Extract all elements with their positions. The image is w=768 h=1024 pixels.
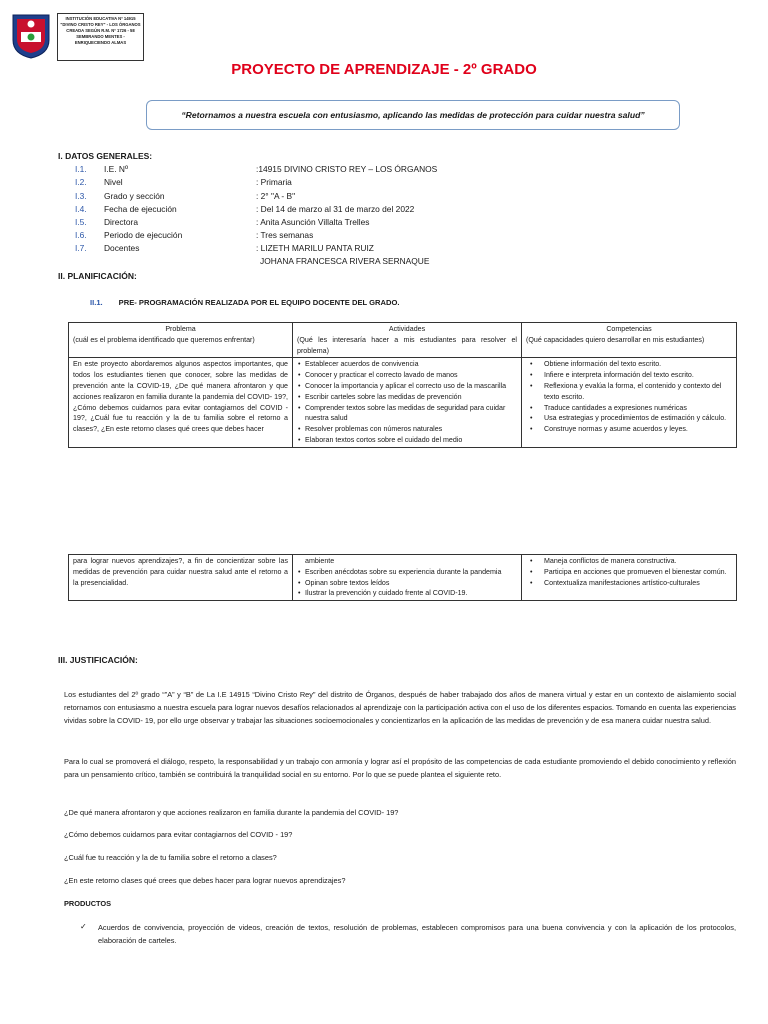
header-title: Actividades [388,325,426,333]
institution-line: CREADA SEGÚN R.M. Nº 1726 - 58 [66,28,135,33]
list-item: • Establecer acuerdos de convivencia [297,359,517,370]
datos-row-num: I.1. [75,164,87,174]
list-item: • Construye normas y asume acuerdos y leyes. [526,424,732,435]
subsection-title: PRE- PROGRAMACIÓN REALIZADA POR EL EQUIPO DOCENTE DEL GRADO. [118,298,400,307]
datos-row [75,242,635,254]
datos-row [75,176,635,188]
activities-cell [293,358,522,447]
list-item: • Participa en acciones que promueven el bienestar común. [526,567,732,578]
competencias-cell [522,555,737,601]
productos-heading: PRODUCTOS [64,899,112,908]
datos-row-num: I.4. [75,204,87,214]
list-item: • Escribir carteles sobre las medidas de prevención [297,392,517,403]
table-row [69,358,737,447]
datos-row-label: I.E. Nº [104,164,129,174]
header-competencias [522,323,737,358]
list-item-continuation: ambiente [305,557,335,565]
datos-row-label: Directora [104,217,138,227]
datos-row-value: : Del 14 de marzo al 31 de marzo del 2022 [256,204,415,214]
competencias-cell [522,358,737,447]
header-desc: (Qué capacidades quiero desarrollar en mis estudiantes) [526,335,705,344]
header-title: Problema [165,325,196,333]
table-row [69,555,737,601]
subsection-heading [90,298,400,307]
section-heading-justificacion: III. JUSTIFICACIÓN: [58,655,138,665]
problem-cell: para lograr nuevos aprendizajes?, a fin de concientizar sobre las medidas de prevención para cuidar nuestra salud ante el retorno a la presencialidad. [69,555,293,601]
list-item: • Opinan sobre textos leídos [297,578,517,589]
checkmark-icon: ✓ [80,922,87,931]
list-item: • Escriben anécdotas sobre su experiencia durante la pandemia [297,567,517,578]
list-item: • Conocer y practicar el correcto lavado de manos [297,370,517,381]
list-item: • Maneja conflictos de manera constructiva. [526,556,732,567]
planificacion-heading: II. PLANIFICACIÓN: [58,271,137,281]
header-desc: (cuál es el problema identificado que queremos enfrentar) [73,335,255,344]
problem-cell: En este proyecto abordaremos algunos aspectos importantes, que todos los estudiantes tienen que conocer, sobre las medidas de prevención ante la COVID-19, ¿De qué manera afrontaron y que acciones realizaron en familia durante la pandemia del COVID- 19?, ¿Cómo debemos cuidarnos para evitar contagiarnos del COVID - 19?, ¿Cuál fue tu reacción y la de tu familia sobre el retorno a clases?, ¿En este retorno clases qué crees que debes hacer [69,358,293,447]
list-item: • Obtiene información del texto escrito. [526,359,732,370]
datos-docente-2: JOHANA FRANCESCA RIVERA SERNAQUE [260,256,430,266]
list-item: • Reflexiona y evalúa la forma, el contenido y contexto del texto escrito. [526,381,732,403]
question-item: ¿En este retorno clases qué crees que debes hacer para lograr nuevos aprendizajes? [64,876,346,885]
datos-row-label: Docentes [104,243,140,253]
justificacion-paragraph-2: Para lo cual se promoverá el diálogo, respeto, la responsabilidad y un trabajo con armonía y lograr así el propósito de las competencias de cada estudiante promoviendo el debido conocimiento y reflexión para un pensamiento crítico, también se contribuirá la tranquilidad social en su entorno. Por lo que se puede plantea el siguiente reto. [64,757,736,780]
header-title: Competencias [606,325,652,333]
school-crest-icon [10,12,52,60]
header-desc: (Qué les interesaría hacer a mis estudiantes para resolver el problema) [297,335,517,355]
motto-text: “Retornamos a nuestra escuela con entusiasmo, aplicando las medidas de protección para cuidar nuestra salud” [181,110,645,120]
question-item: ¿Cómo debemos cuidarnos para evitar contagiarnos del COVID - 19? [64,830,293,839]
header-problema [69,323,293,358]
list-item: • Usa estrategias y procedimientos de estimación y cálculo. [526,413,732,424]
datos-row-value: : Tres semanas [256,230,314,240]
datos-row-num: I.5. [75,217,87,227]
productos-text: Acuerdos de convivencia, proyección de videos, creación de textos, resolución de problemas, establecen compromisos para una buena convivencia y con la aplicación de los protocolos, elaboración de carteles. [98,923,736,946]
datos-row-num: I.6. [75,230,87,240]
activities-cell [293,555,522,601]
datos-row [75,229,635,241]
justificacion-paragraph-1: Los estudiantes del 2º grado “”A” y “B” de La I.E 14915 “Divino Cristo Rey” del distrito de Órganos, después de haber trabajado dos años de manera virtual y estar en un contexto de aislamiento social retornamos con entusiasmo a nuestra escuela para lograr nuevos desafíos relacionados al aprendizaje con la participación activa con el uso de los diferentes espacios. Tomando en cuenta las experiencias vividas sobre la COVID- 19, por ello urge observar y trabajar las situaciones socioemocionales y concientizarlos en la aplicación de las medidas de prevención y de esa manera cuidar nuestra salud. [64,690,736,726]
institution-box [57,13,144,61]
datos-row-num: I.7. [75,243,87,253]
question-item: ¿De qué manera afrontaron y que acciones realizaron en familia durante la pandemia del COVID- 19? [64,808,399,817]
section-heading-datos: I. DATOS GENERALES: [58,151,153,161]
list-item: • Infiere e interpreta información del texto escrito. [526,370,732,381]
list-item: • Conocer la importancia y aplicar el correcto uso de la mascarilla [297,381,517,392]
list-item: • Elaboran textos cortos sobre el cuidado del medio [297,435,517,446]
page-title: PROYECTO DE APRENDIZAJE - 2º GRADO [231,61,537,78]
datos-row [75,216,635,228]
datos-row-label: Fecha de ejecución [104,204,177,214]
datos-row-label: Grado y sección [104,191,165,201]
section-heading-planificacion [58,271,137,281]
institution-line: "DIVINO CRISTO REY" - LOS ÓRGANOS [60,22,141,27]
institution-line: INSTITUCIÓN EDUCATIVA Nº 14915 [65,16,136,21]
datos-row-label: Nivel [104,177,123,187]
list-item: • Comprender textos sobre las medidas de seguridad para cuidar nuestra salud [297,403,517,425]
list-item: • Traduce cantidades a expresiones numéricas [526,403,732,414]
datos-row [75,190,635,202]
datos-row [75,203,635,215]
motto-box [146,100,680,130]
datos-row-value: :14915 DIVINO CRISTO REY – LOS ÓRGANOS [256,164,438,174]
subsection-num: II.1. [90,298,103,307]
datos-row-num: I.3. [75,191,87,201]
planning-table-part2 [68,554,737,601]
question-item: ¿Cuál fue tu reacción y la de tu familia sobre el retorno a clases? [64,853,277,862]
table-header-row [69,323,737,358]
datos-row-value: : Primaria [256,177,292,187]
institution-line: ENRIQUECIENDO ALMAS [74,40,127,45]
datos-row-label: Periodo de ejecución [104,230,183,240]
planning-table-part1 [68,322,737,448]
list-item: • Resolver problemas con números naturales [297,424,517,435]
list-item: • Ilustrar la prevención y cuidado frente al COVID-19. [297,588,517,599]
datos-row [75,163,635,175]
datos-row-num: I.2. [75,177,87,187]
datos-row-value: : 2° "A - B" [256,191,296,201]
list-item: • Contextualiza manifestaciones artístico-culturales [526,578,732,589]
datos-row-value: : LIZETH MARILU PANTA RUIZ [256,243,374,253]
header-actividades [293,323,522,358]
datos-row-value: : Anita Asunción Villalta Trelles [256,217,370,227]
institution-line: SEMBRANDO MENTES - [76,34,125,39]
